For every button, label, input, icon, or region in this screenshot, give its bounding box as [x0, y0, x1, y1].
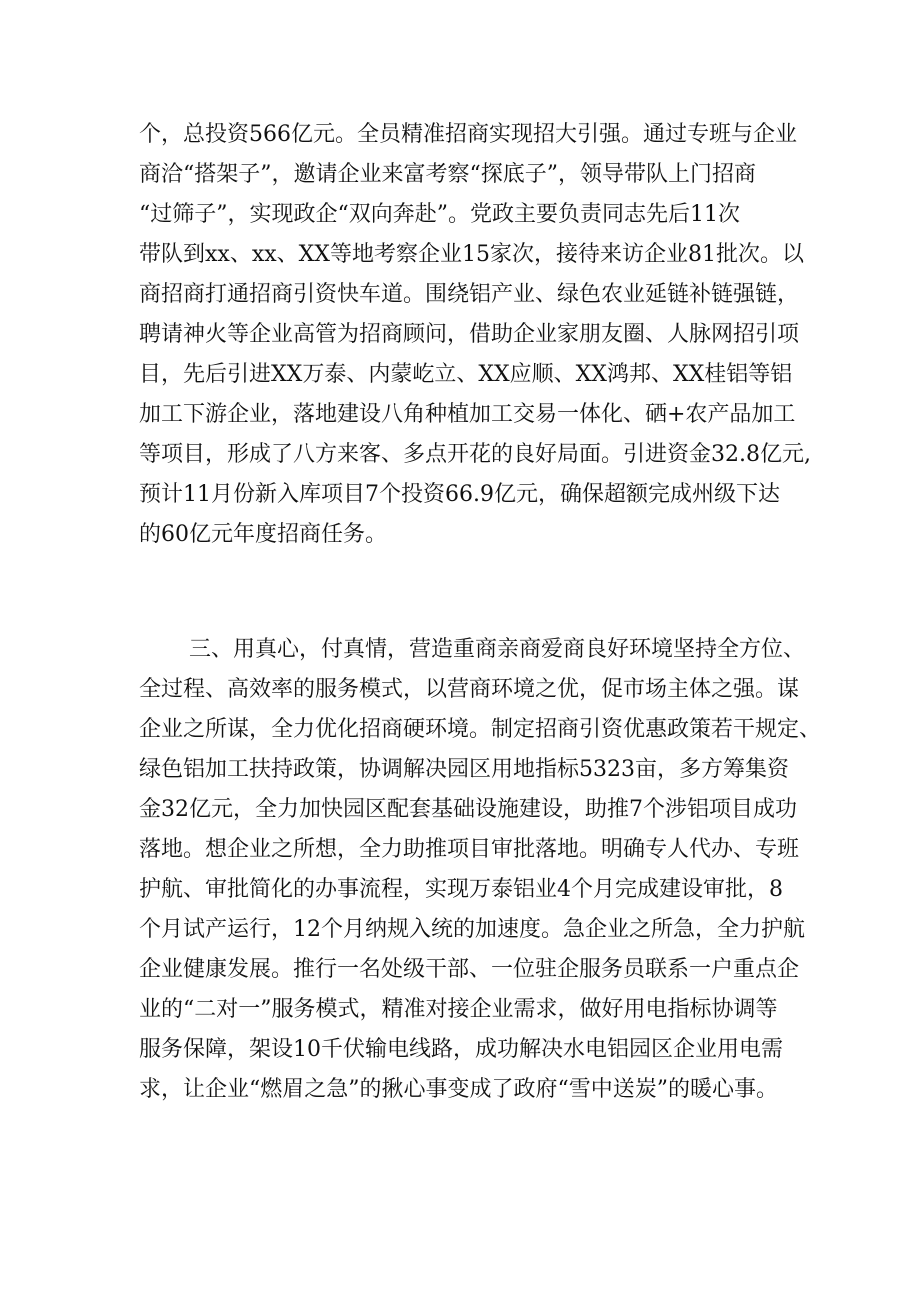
text-line: 业的“二对一”服务模式，精准对接企业需求，做好用电指标协调等 — [139, 997, 778, 1022]
paragraph-investment-attraction — [139, 115, 811, 555]
text-line: 聘请神火等企业高管为招商顾问，借助企业家朋友圈、人脉网招引项 — [139, 322, 800, 347]
text-line: “过筛子”，实现政企“双向奔赴”。党政主要负责同志先后11次 — [139, 202, 740, 227]
text-line: 服务保障，架设10千伏输电线路，成功解决水电铝园区企业用电需 — [139, 1037, 783, 1062]
section-heading-line: 三、用真心，付真情，营造重商亲商爱商良好环境坚持全方位、 — [189, 637, 806, 662]
text-line: 绿色铝加工扶持政策，协调解决园区用地指标5323亩，多方筹集资 — [139, 757, 789, 782]
text-line: 企业健康发展。推行一名处级干部、一位驻企服务员联系一户重点企 — [139, 957, 800, 982]
text-line: 商洽“搭架子”，邀请企业来富考察“探底子”，领导带队上门招商 — [139, 162, 756, 187]
text-line: 的60亿元年度招商任务。 — [139, 522, 387, 547]
text-line: 加工下游企业，落地建设八角种植加工交易一体化、硒+农产品加工 — [139, 402, 796, 427]
text-line: 落地。想企业之所想，全力助推项目审批落地。明确专人代办、专班 — [139, 837, 800, 862]
paragraph-business-environment — [139, 630, 822, 1110]
text-line: 企业之所谋，全力优化招商硬环境。制定招商引资优惠政策若干规定、 — [139, 717, 822, 742]
text-line: 护航、审批简化的办事流程，实现万泰铝业4个月完成建设审批，8 — [139, 877, 783, 902]
text-line: 目，先后引进XX万泰、内蒙屹立、XX应顺、XX鸿邦、XX桂铝等铝 — [139, 362, 793, 387]
text-line: 带队到xx、xx、XX等地考察企业15家次，接待来访企业81批次。以 — [139, 242, 804, 267]
text-line: 全过程、高效率的服务模式，以营商环境之优，促市场主体之强。谋 — [139, 677, 800, 702]
text-line: 个，总投资566亿元。全员精准招商实现招大引强。通过专班与企业 — [139, 122, 797, 147]
text-line: 个月试产运行，12个月纳规入统的加速度。急企业之所急，全力护航 — [139, 917, 805, 942]
text-line: 等项目，形成了八方来客、多点开花的良好局面。引进资金32.8亿元, — [139, 442, 811, 467]
text-line: 商招商打通招商引资快车道。围绕铝产业、绿色农业延链补链强链， — [139, 282, 800, 307]
text-line: 求，让企业“燃眉之急”的揪心事变成了政府“雪中送炭”的暖心事。 — [139, 1077, 778, 1102]
text-line: 金32亿元，全力加快园区配套基础设施建设，助推7个涉铝项目成功 — [139, 797, 797, 822]
text-line: 预计11月份新入库项目7个投资66.9亿元，确保超额完成州级下达 — [139, 482, 780, 507]
